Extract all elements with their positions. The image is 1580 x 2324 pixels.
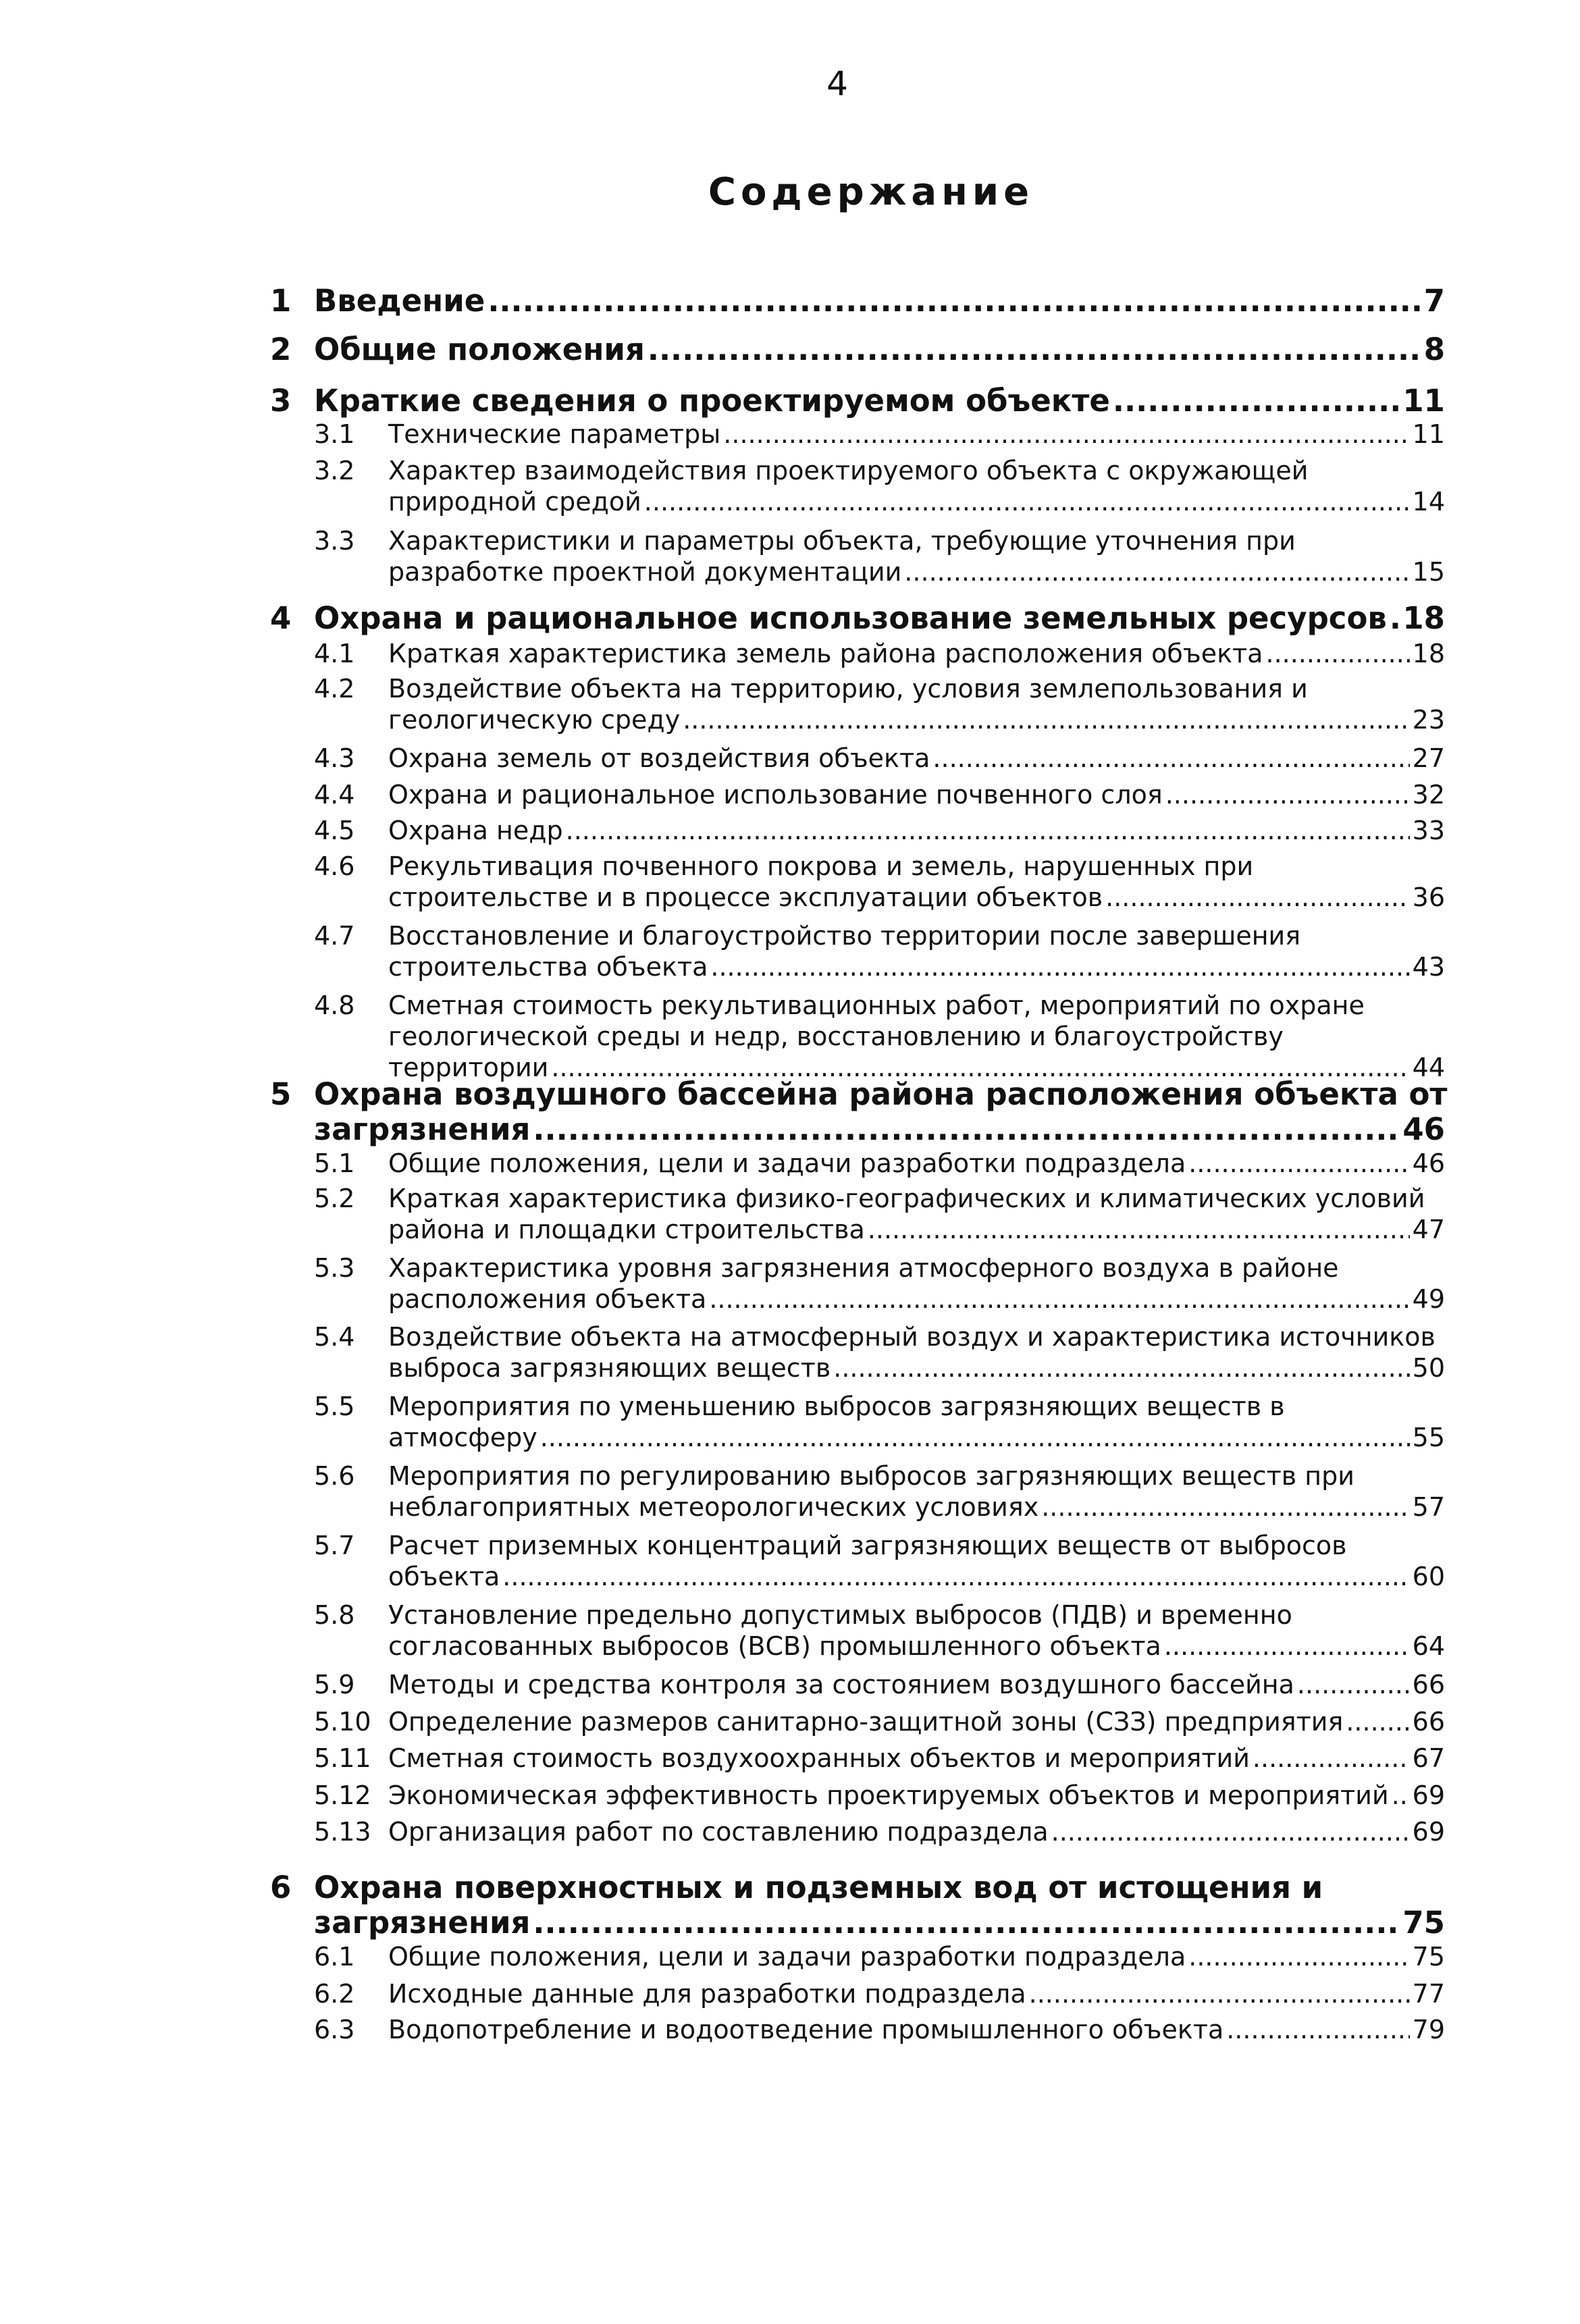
toc-page-number: 50 [1412,1353,1445,1383]
toc-page-number: 11 [1412,419,1445,449]
toc-section-entry [270,332,1445,367]
toc-subsection-entry [270,1941,1445,1972]
toc-entry-number: 4.7 [314,921,355,951]
toc-entry-title: разработке проектной документации [388,557,902,587]
dot-leader [932,743,1409,774]
toc-entry-title: Характеристика уровня загрязнения атмосферного воздуха в районе [388,1253,1339,1283]
toc-entry-number: 5.3 [314,1253,355,1283]
toc-subsection-entry [270,779,1445,810]
dot-leader [1105,882,1410,913]
toc-entry-title: Охрана и рациональное использование земельных ресурсов [314,600,1387,636]
toc-section-entry [270,601,1445,636]
toc-entry-title: Организация работ по составлению подраздела [388,1817,1049,1847]
toc-page-number: 18 [1402,600,1445,636]
toc-entry-title: Технические параметры [388,419,721,449]
toc-entry-number: 6 [270,1870,292,1905]
toc-entry-title: Воздействие объекта на атмосферный воздух и характеристика источников [388,1322,1436,1352]
toc-entry-title: Определение размеров санитарно-защитной зоны (СЗЗ) предприятия [388,1707,1344,1737]
toc-entry-title: геологическую среду [388,705,681,735]
toc-subsection-entry [270,1391,1445,1453]
toc-entry-title: объекта [388,1562,500,1591]
toc-entry-number: 3.1 [314,419,355,449]
toc-entry-title: Расчет приземных концентраций загрязняющих веществ от выбросов [388,1531,1347,1560]
toc-entry-title: Охрана воздушного бассейна района расположения объекта от [314,1076,1448,1112]
dot-leader [833,1352,1409,1383]
toc-entry-number: 2 [270,332,292,367]
toc-subsection-entry [270,743,1445,774]
dot-leader [904,556,1409,587]
dot-leader [533,1112,1400,1147]
toc-page-number: 7 [1423,283,1445,319]
toc-entry-number: 4.5 [314,816,355,845]
toc-page-number: 60 [1412,1562,1445,1591]
dot-leader [1188,1148,1409,1179]
toc-page-number: 8 [1423,332,1445,367]
toc-entry-title: геологической среды и недр, восстановлению и благоустройству [388,1022,1284,1051]
toc-entry-title: Рекультивация почвенного покрова и земель, нарушенных при [388,851,1254,881]
toc-entry-title: Общие положения, цели и задачи разработки подраздела [388,1148,1186,1178]
toc-subsection-entry [270,455,1445,517]
dot-leader [1226,2014,1409,2045]
toc-title: Содержание [708,170,1034,214]
toc-subsection-entry [270,851,1445,913]
dot-leader [1390,601,1400,636]
toc-page-number: 49 [1412,1284,1445,1314]
toc-page-number: 15 [1412,557,1445,587]
toc-entry-title: Сметная стоимость воздухоохранных объектов и мероприятий [388,1743,1250,1773]
dot-leader [1253,1743,1410,1774]
toc-entry-title: строительства объекта [388,952,708,982]
toc-page-number: 47 [1412,1215,1445,1244]
toc-page-number: 66 [1412,1670,1445,1699]
toc-subsection-entry [270,1183,1445,1245]
toc-entry-title: атмосферу [388,1423,537,1452]
toc-entry-title: Охрана поверхностных и подземных вод от истощения и [314,1870,1323,1905]
toc-page-number: 36 [1412,882,1445,912]
toc-page-number: 11 [1402,383,1445,419]
dot-leader [1041,1491,1409,1523]
toc-page-number: 77 [1412,1979,1445,2009]
toc-entry-title: согласованных выбросов (ВСВ) промышленного объекта [388,1631,1161,1661]
toc-section-entry [270,1870,1445,1940]
toc-subsection-entry [270,990,1445,1083]
toc-entry-number: 4.2 [314,674,355,704]
toc-subsection-entry [270,1148,1445,1179]
dot-leader [1297,1669,1410,1700]
toc-entry-number: 4.4 [314,780,355,810]
toc-entry-title: Установление предельно допустимых выбросов (ПДВ) и временно [388,1600,1292,1630]
toc-page-number: 44 [1412,1053,1445,1082]
toc-entry-number: 3.2 [314,456,355,485]
toc-page-number: 64 [1412,1631,1445,1661]
toc-entry-number: 5.2 [314,1184,355,1213]
toc-subsection-entry [270,1600,1445,1662]
toc-subsection-entry [270,2014,1445,2045]
toc-entry-title: Общие положения, цели и задачи разработки подраздела [388,1942,1186,1972]
toc-entry-number: 5.7 [314,1531,355,1560]
toc-entry-number: 6.3 [314,2015,355,2044]
toc-subsection-entry [270,815,1445,846]
toc-page-number: 69 [1412,1780,1445,1810]
toc-subsection-entry [270,1978,1445,2009]
toc-entry-number: 5 [270,1076,292,1112]
toc-page-number: 23 [1412,705,1445,735]
toc-subsection-entry [270,638,1445,669]
dot-leader [868,1214,1410,1245]
toc-entry-number: 5.9 [314,1670,355,1699]
toc-subsection-entry [270,1530,1445,1592]
toc-entry-title: Экономическая эффективность проектируемых объектов и мероприятий [388,1780,1389,1810]
toc-entry-title: Краткие сведения о проектируемом объекте [314,383,1110,419]
toc-page-number: 33 [1412,816,1445,845]
toc-entry-title: территории [388,1053,549,1082]
toc-page-number: 32 [1412,780,1445,810]
toc-entry-number: 3.3 [314,526,355,556]
toc-page-number: 79 [1412,2015,1445,2044]
toc-entry-number: 6.2 [314,1979,355,2009]
toc-subsection-entry [270,1321,1445,1383]
toc-entry-number: 5.5 [314,1392,355,1421]
toc-entry-number: 5.6 [314,1461,355,1491]
dot-leader [1188,1941,1409,1972]
toc-entry-number: 5.12 [314,1780,371,1810]
toc-page-number: 14 [1412,487,1445,517]
toc-entry-title: района и площадки строительства [388,1215,865,1244]
toc-entry-title: Характер взаимодействия проектируемого объекта с окружающей [388,456,1309,485]
toc-page-number: 46 [1402,1111,1445,1147]
dot-leader [648,332,1421,367]
toc-entry-number: 5.4 [314,1322,355,1352]
toc-entry-number: 4.6 [314,851,355,881]
toc-subsection-entry [270,525,1445,587]
dot-leader [533,1905,1400,1940]
toc-entry-number: 6.1 [314,1942,355,1972]
toc-page-number: 57 [1412,1492,1445,1522]
toc-subsection-entry [270,1743,1445,1774]
toc-page-number: 69 [1412,1817,1445,1847]
dot-leader [709,1284,1409,1315]
toc-entry-number: 5.10 [314,1707,371,1737]
toc-subsection-entry [270,1252,1445,1315]
toc-entry-title: Охрана земель от воздействия объекта [388,743,930,773]
toc-page-number: 55 [1412,1423,1445,1452]
toc-entry-title: Охрана недр [388,816,563,845]
dot-leader [1392,1780,1410,1811]
toc-entry-title: Исходные данные для разработки подраздела [388,1979,1026,2009]
toc-entry-number: 4 [270,600,292,636]
dot-leader [502,1561,1409,1592]
dot-leader [1346,1706,1409,1737]
toc-entry-title: расположения объекта [388,1284,707,1314]
dot-leader [488,284,1421,319]
toc-entry-title: Краткая характеристика физико-географических и климатических условий [388,1184,1425,1213]
toc-entry-number: 4.1 [314,639,355,668]
dot-leader [1051,1816,1410,1847]
dot-leader [1113,384,1400,419]
dot-leader [1265,638,1409,669]
dot-leader [644,486,1410,517]
toc-entry-title: Краткая характеристика земель района расположения объекта [388,639,1263,668]
toc-entry-number: 4.3 [314,743,355,773]
toc-subsection-entry [270,673,1445,735]
toc-entry-title: загрязнения [314,1111,531,1147]
toc-entry-title: Методы и средства контроля за состоянием воздушного бассейна [388,1670,1294,1699]
toc-entry-title: Мероприятия по регулированию выбросов загрязняющих веществ при [388,1461,1354,1491]
toc-subsection-entry [270,1706,1445,1737]
toc-page-number: 18 [1412,639,1445,668]
toc-entry-title: выброса загрязняющих веществ [388,1353,831,1383]
toc-entry-number: 5.11 [314,1743,371,1773]
dot-leader [710,951,1409,982]
dot-leader [566,815,1410,846]
toc-entry-title: Общие положения [314,332,645,367]
toc-page-number: 27 [1412,743,1445,773]
toc-entry-number: 1 [270,283,292,319]
toc-subsection-entry [270,1780,1445,1811]
toc-subsection-entry [270,419,1445,450]
toc-entry-title: Охрана и рациональное использование почвенного слоя [388,780,1163,810]
toc-entry-title: Введение [314,283,485,319]
toc-entry-title: природной средой [388,487,641,517]
toc-page-number: 75 [1412,1942,1445,1972]
toc-entry-title: Восстановление и благоустройство территории после завершения [388,921,1301,951]
toc-section-entry [270,384,1445,419]
toc-page-number: 75 [1402,1905,1445,1940]
toc-section-entry [270,1076,1448,1147]
toc-entry-number: 5.1 [314,1148,355,1178]
toc-entry-title: Мероприятия по уменьшению выбросов загрязняющих веществ в [388,1392,1285,1421]
toc-entry-title: Характеристики и параметры объекта, требующие уточнения при [388,526,1296,556]
toc-page-number: 43 [1412,952,1445,982]
toc-entry-number: 5.8 [314,1600,355,1630]
toc-section-entry [270,284,1445,319]
toc-subsection-entry [270,1816,1445,1847]
toc-entry-title: Сметная стоимость рекультивационных работ, мероприятий по охране [388,991,1365,1020]
toc-subsection-entry [270,1669,1445,1700]
page-number: 4 [826,64,848,103]
toc-entry-title: неблагоприятных метеорологических условиях [388,1492,1039,1522]
toc-entry-title: Водопотребление и водоотведение промышленного объекта [388,2015,1224,2044]
toc-entry-number: 5.13 [314,1817,371,1847]
dot-leader [1165,779,1410,810]
toc-entry-title: загрязнения [314,1905,531,1940]
dot-leader [540,1422,1410,1453]
toc-entry-title: Воздействие объекта на территорию, условия землепользования и [388,674,1308,704]
toc-subsection-entry [270,1460,1445,1523]
toc-page-number: 66 [1412,1707,1445,1737]
dot-leader [1029,1978,1410,2009]
toc-subsection-entry [270,920,1445,982]
toc-entry-title: строительстве и в процессе эксплуатации объектов [388,882,1103,912]
dot-leader [1164,1631,1410,1662]
dot-leader [683,704,1409,735]
toc-entry-number: 4.8 [314,991,355,1020]
toc-page-number: 67 [1412,1743,1445,1773]
dot-leader [723,419,1409,450]
toc-page-number: 46 [1412,1148,1445,1178]
toc-entry-number: 3 [270,383,292,419]
